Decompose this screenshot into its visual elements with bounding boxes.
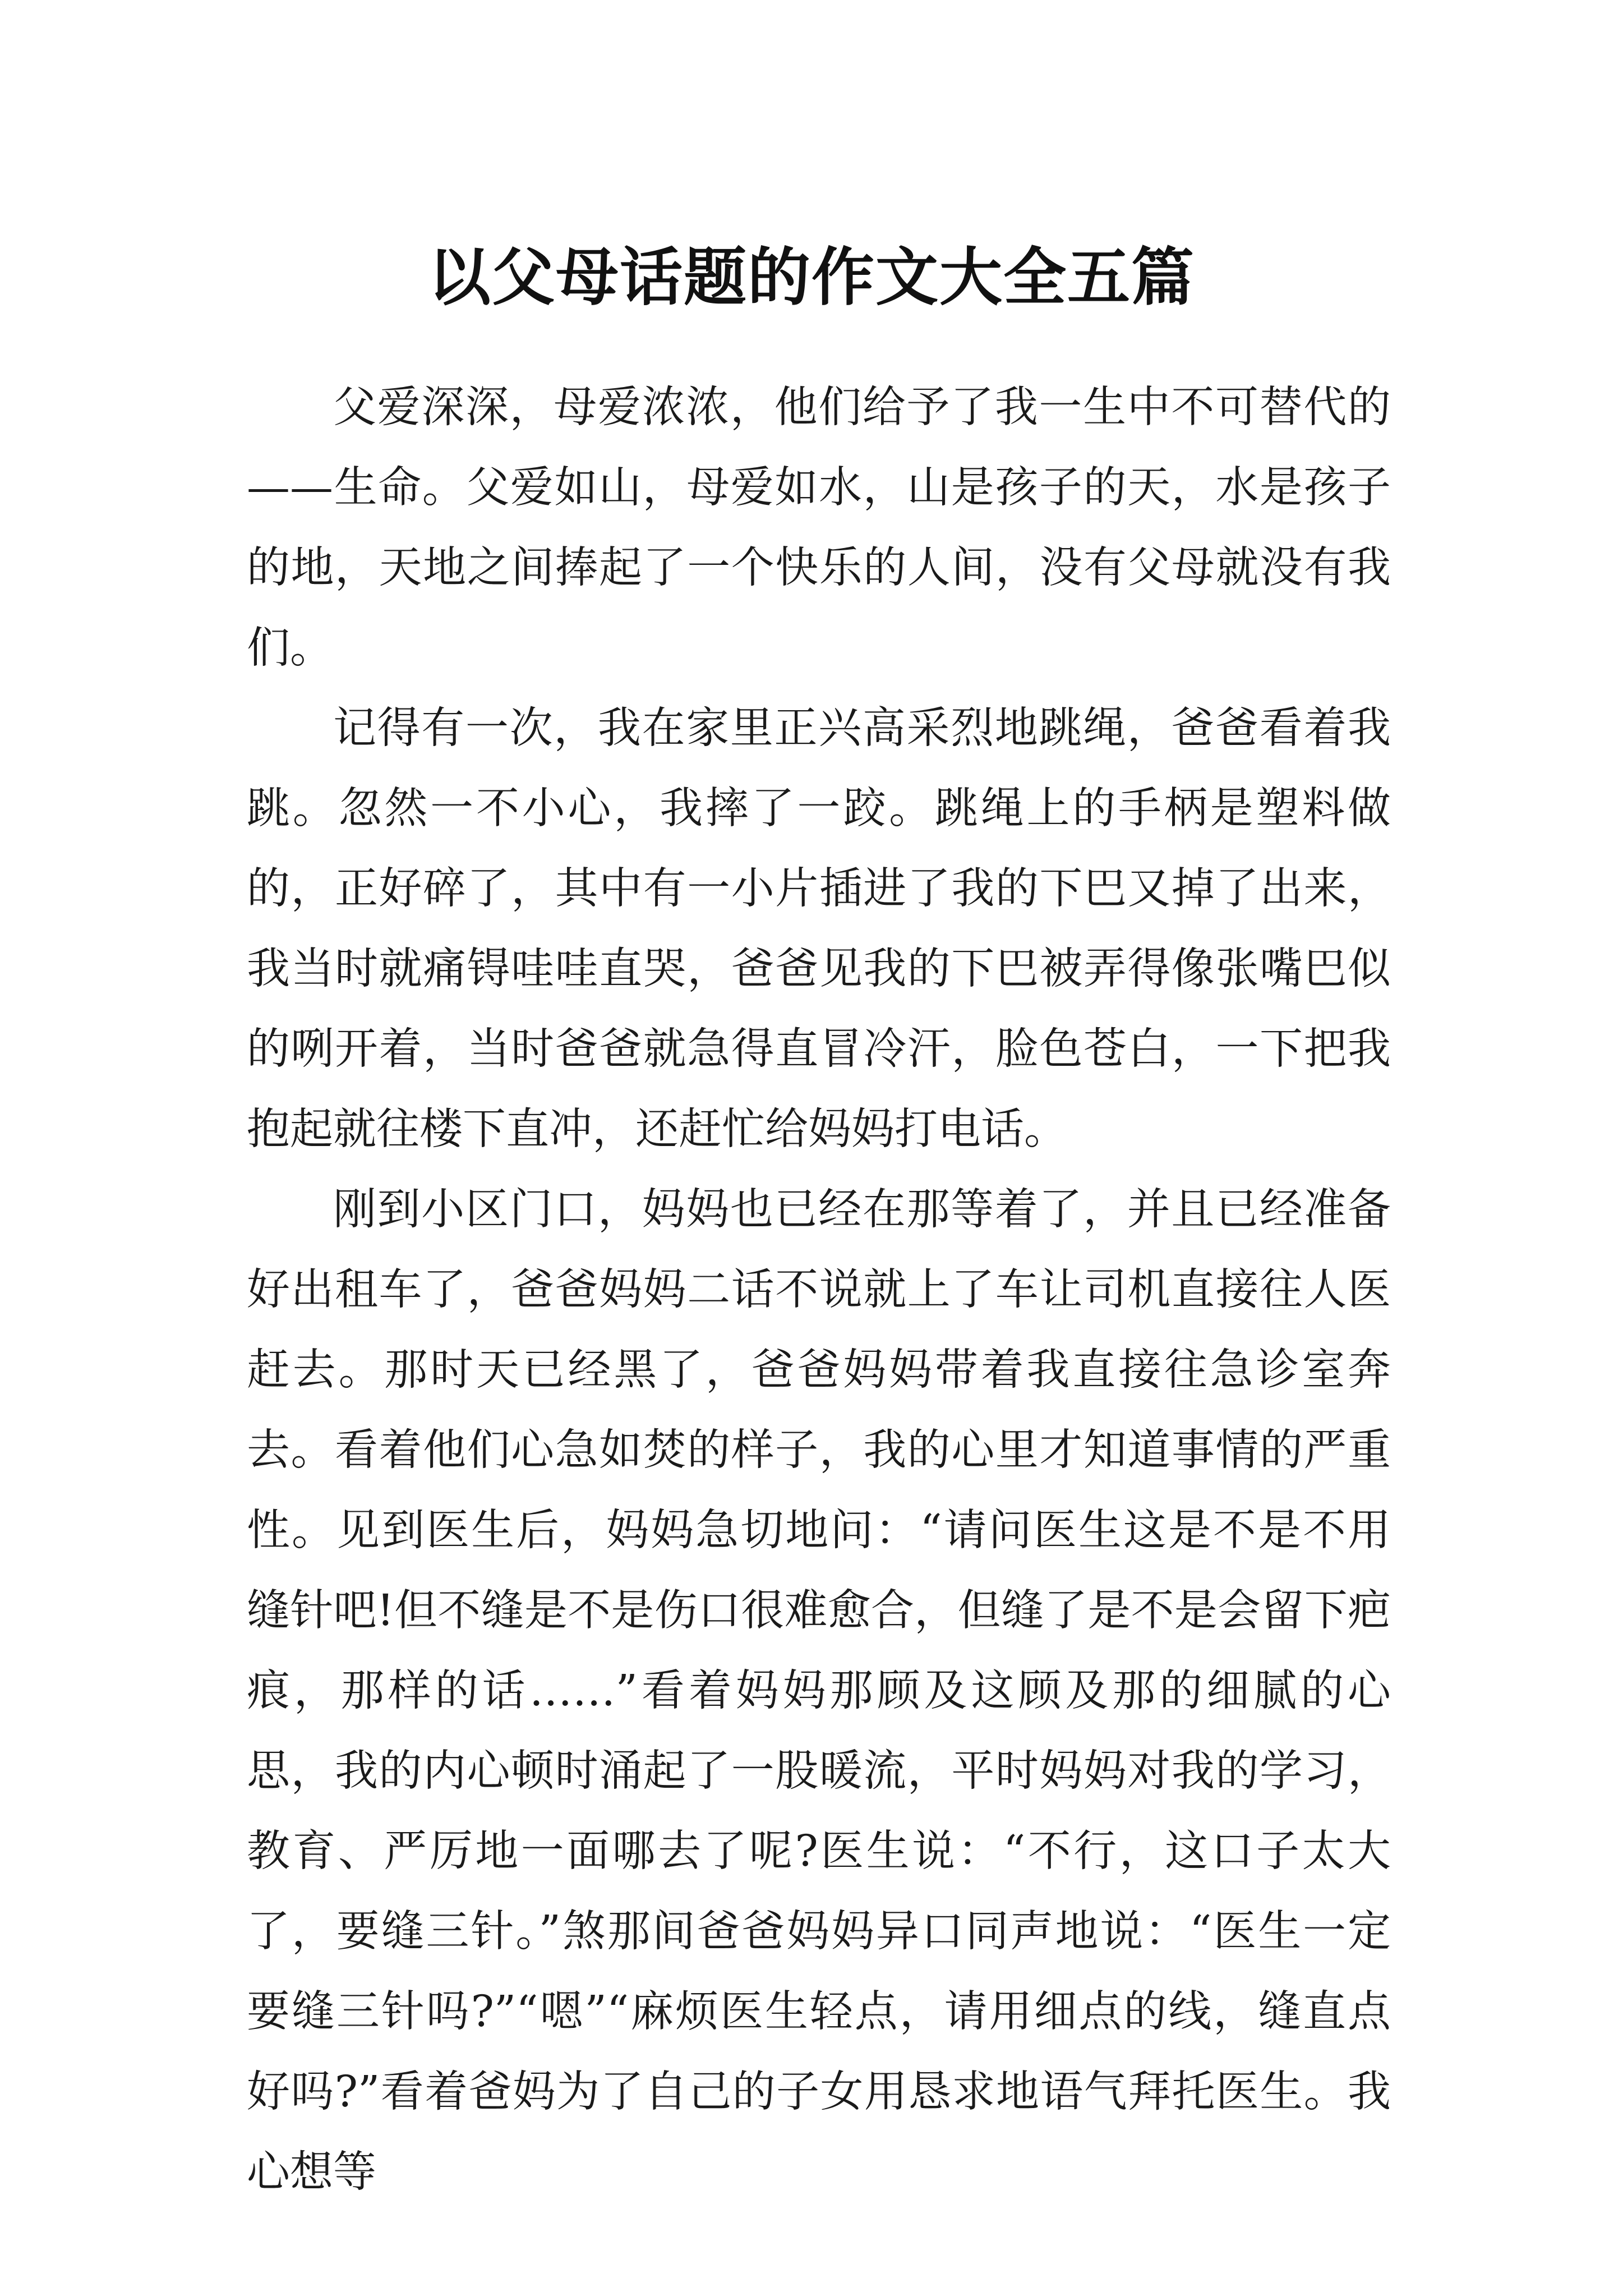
- paragraph-2: 记得有一次，我在家里正兴高采烈地跳绳，爸爸看着我跳。忽然一不小心，我摔了一跤。跳绳上的手柄是塑料做的，正好碎了，其中有一小片插进了我的下巴又掉了出来，我当时就痛锝哇哇直哭，爸爸见我的下巴被弄得像张嘴巴似的咧开着，当时爸爸就急得直冒冷汗，脸色苍白，一下把我抱起就往楼下直冲，还赶忙给妈妈打电话。: [247, 703, 1391, 1154]
- paragraph-1: 父爱深深，母爱浓浓，他们给予了我一生中不可替代的——生命。父爱如山，母爱如水，山是孩子的天，水是孩子的地，天地之间捧起了一个快乐的人间，没有父母就没有我们。: [247, 383, 1391, 673]
- document-body: [247, 367, 1391, 2212]
- paragraph-3: 刚到小区门口，妈妈也已经在那等着了，并且已经准备好出租车了，爸爸妈妈二话不说就上了车让司机直接往人医赶去。那时天已经黑了，爸爸妈妈带着我直接往急诊室奔去。看着他们心急如焚的样子，我的心里才知道事情的严重性。见到医生后，妈妈急切地问：“请问医生这是不是不用缝针吧!但不缝是不是伤口很难愈合，但缝了是不是会留下疤痕，那样的话……”看着妈妈那顾及这顾及那的细腻的心思，我的内心顿时涌起了一股暖流，平时妈妈对我的学习，教育、严厉地一面哪去了呢?医生说：“不行，这口子太大了，要缝三针。”煞那间爸爸妈妈异口同声地说：“医生一定要缝三针吗?”“嗯”“麻烦医生轻点，请用细点的线，缝直点好吗?”看着爸妈为了自己的子女用恳求地语气拜托医生。我心想等: [247, 1185, 1391, 2197]
- document-title: 以父母话题的作文大全五篇: [428, 241, 1195, 315]
